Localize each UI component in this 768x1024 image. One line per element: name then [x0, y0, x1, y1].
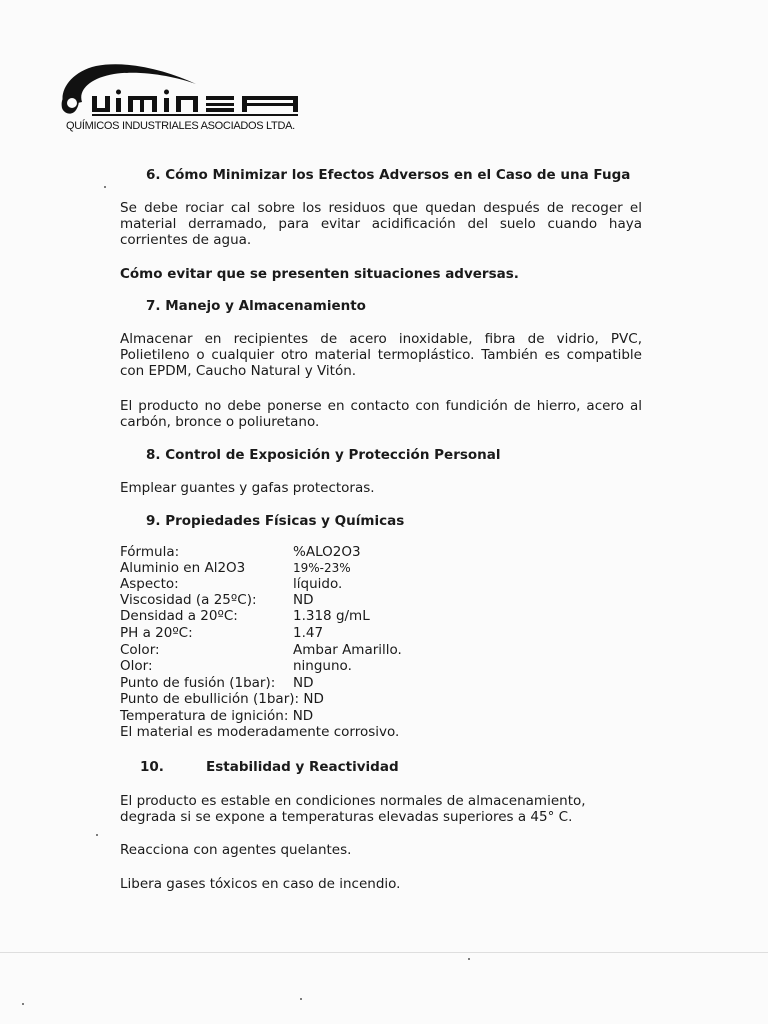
- scan-speck: [96, 834, 98, 836]
- scan-speck: [300, 998, 302, 1000]
- property-value: 1.318 g/mL: [293, 608, 370, 624]
- property-value: 1.47: [293, 625, 324, 641]
- property-value: líquido.: [293, 576, 343, 592]
- property-label: Color:: [120, 642, 160, 658]
- section-10-body-1: El producto es estable en condiciones normales de almacenamiento, degrada si se expone a temperaturas elevadas superiores a 45° C.: [120, 793, 586, 825]
- section-7-body-1: Almacenar en recipientes de acero inoxidable, fibra de vidrio, PVC, Polietileno o cualquier otro material termoplástico. También es compatible con EPDM, Caucho Natural y Vitón.: [120, 331, 642, 379]
- scan-speck: [22, 1003, 24, 1005]
- property-value: ninguno.: [293, 658, 352, 674]
- property-value: %ALO2O3: [293, 544, 361, 560]
- section-9-title: 9. Propiedades Físicas y Químicas: [146, 513, 405, 529]
- section-7-body-2: El producto no debe ponerse en contacto con fundición de hierro, acero al carbón, bronce o poliuretano.: [120, 398, 642, 430]
- property-label: Densidad a 20ºC:: [120, 608, 238, 624]
- property-ignition-temp: Temperatura de ignición: ND: [120, 708, 314, 724]
- section-10-body-3: Libera gases tóxicos en caso de incendio.: [120, 876, 401, 892]
- property-label: PH a 20ºC:: [120, 625, 193, 641]
- property-corrosive-note: El material es moderadamente corrosivo.: [120, 724, 400, 740]
- section-6-subheading: Cómo evitar que se presenten situaciones adversas.: [120, 266, 519, 282]
- section-7-title: 7. Manejo y Almacenamiento: [146, 298, 366, 314]
- section-10-body-2: Reacciona con agentes quelantes.: [120, 842, 352, 858]
- page-edge-line: [0, 952, 768, 953]
- property-label: Olor:: [120, 658, 153, 674]
- property-value: 19%-23%: [293, 561, 351, 575]
- property-boiling-point: Punto de ebullición (1bar): ND: [120, 691, 324, 707]
- property-label: Aluminio en Al2O3: [120, 560, 246, 576]
- section-10-title: Estabilidad y Reactividad: [206, 759, 399, 775]
- property-value: Ambar Amarillo.: [293, 642, 402, 658]
- section-6-body: Se debe rociar cal sobre los residuos que quedan después de recoger el material derramado, para evitar acidificación del suelo cuando haya corrientes de agua.: [120, 200, 642, 248]
- section-10-number: 10.: [140, 759, 164, 775]
- section-8-body: Emplear guantes y gafas protectoras.: [120, 480, 375, 496]
- section-8-title: 8. Control de Exposición y Protección Personal: [146, 447, 501, 463]
- property-label: Viscosidad (a 25ºC):: [120, 592, 257, 608]
- property-label: Punto de fusión (1bar):: [120, 675, 276, 691]
- logo-subtitle: QUÍMICOS INDUSTRIALES ASOCIADOS LTDA.: [66, 120, 295, 132]
- scan-speck: [104, 186, 106, 188]
- property-label: Aspecto:: [120, 576, 179, 592]
- company-logo: [56, 58, 316, 138]
- scan-speck: [468, 958, 470, 960]
- property-value: ND: [293, 675, 314, 691]
- section-6-title: 6. Cómo Minimizar los Efectos Adversos en el Caso de una Fuga: [146, 167, 631, 183]
- logo-graphic: [56, 58, 316, 120]
- property-label: Fórmula:: [120, 544, 180, 560]
- property-value: ND: [293, 592, 314, 608]
